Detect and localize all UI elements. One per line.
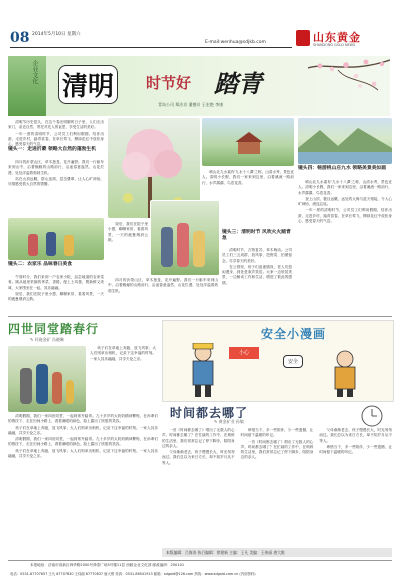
photo-person: [66, 380, 74, 404]
story2-paragraph: 清明假期，我们一家四世同堂，一起到郊外踏青。九十多岁的太奶奶精神矍铄，在孙辈们的搀扶下，走在田间小路上，看着满眼的绿色，脸上露出了欣慰的笑容。: [8, 414, 158, 424]
photo-mountain-lake: [298, 118, 392, 164]
photo-pavilion-base: [238, 142, 260, 154]
comic-figure-right: [323, 349, 367, 397]
logo-main: 山东黄金: [313, 31, 361, 44]
story3-paragraph: 父母渐渐老去，孩子慢慢长大，时光匆匆而过。我们总以为来日方长，却不知岁月从不等人。: [319, 428, 392, 443]
column3-paragraph: 崂山北九水素有'九水十八潭'之称，山清水秀，景色宜人。清明小长假，我们一家来到这里，沿着溪流一路前行，水声潺潺，鸟语花香。: [298, 180, 392, 195]
section2-paragraph: 饭后，我们在院子里小憩，聊聊家常，看看风景，一天的疲惫烟消云散。: [8, 291, 104, 302]
story2-paragraph: 孩子们在草地上奔跑，放飞风筝；大人们则拿出相机，记录下这幸福的时刻。一家人其乐融融，共享天伦之乐。: [8, 448, 158, 459]
story3-paragraph: 珍惜当下，多一些陪伴，少一些遗憾，让时间留下温暖的印记。: [240, 428, 314, 438]
photo-person: [20, 368, 32, 404]
photo-person: [36, 364, 48, 404]
section3-paragraph: 清明时节，万物复苏，草木萌动。公司员工们三五成群，放风筝、挖野菜、拍照留念，尽享春天的美好。: [222, 248, 292, 263]
photo-spring-outing: [8, 218, 104, 260]
photo-person: [28, 234, 38, 256]
banner: [8, 56, 390, 116]
section1-heading: 镜头一：走进沂蒙 领略大自然的蓬勃生机: [8, 147, 97, 152]
footer-address: 本报地址：济南市高新区舜华路2000号舜泰广场3号楼11层 西邮企业文化部 邮政编码：250101: [30, 563, 185, 567]
photo-person: [193, 231, 205, 267]
story2-side-text: [90, 346, 156, 412]
section1-text: [8, 160, 104, 218]
editors-text: 本版编辑：吕海涛 执行编辑：徐建新 主编：王凡 美编：王伟丽 唐大维: [166, 550, 285, 555]
story3-paragraph: 父母渐渐老去，孩子慢慢长大，时光匆匆而过。我们总以为来日方长，却不知岁月从不等人。: [162, 450, 235, 465]
story2-title: 四世同堂踏春行: [8, 322, 100, 336]
clock-decor: [360, 404, 384, 428]
logo-sub: SHANDONG GOLD NEWS: [313, 43, 356, 47]
section3-text: [222, 248, 292, 314]
banner-title-right: 踏青: [214, 69, 262, 98]
story3-text: [162, 428, 392, 546]
story2-text: [8, 414, 158, 564]
section3-paragraph: 在公园里，孩子们追逐嬉戏，老人们悠闲漫步，到处是欢声笑语。大家一边欣赏美景，一边畅谈工作和生活，增进了彼此的感情。: [222, 264, 292, 285]
column3-paragraph: 崂山北九水素有'九水十八潭'之称，山清水秀，景色宜人。清明小长假，我们一家来到这里，沿着溪流一路前行，水声潺潺，鸟语花香。: [202, 170, 294, 185]
section-divider: [8, 316, 392, 317]
story3-paragraph: 一首《时间都去哪了》唱出了无数人的心声。时间都去哪了？在忙碌的工作中，在琐碎的生活里，我们常常忘记了停下脚步，陪陪身边的亲人。: [162, 428, 235, 448]
story3-byline: [214, 419, 244, 425]
comic-sign-text: 小心: [238, 350, 249, 356]
date-line: 2014年5月10日 星期六: [32, 32, 81, 37]
pen-icon: ✎: [30, 337, 34, 342]
photo-person: [161, 227, 173, 267]
banner-left-panel: [8, 56, 46, 116]
page-number: 08: [10, 30, 30, 46]
footer-phone: 电话：0531-67707657 王凡 67707830 王伟丽 67770637 唐大维 传真：0531-86541913 邮箱：sdgold@126.com 热线：www.sdgold.com.cn (内部资料): [10, 572, 256, 576]
intro-paragraph: 清明节历史悠久，在这个春光明媚的日子里，人们走出家门，亲近自然，寄托对先人的哀思，享受生活的美好。: [8, 120, 104, 130]
gold-emblem-icon: [296, 30, 310, 46]
editors-bar: [162, 548, 392, 557]
column3-heading: 镜头四：畅游桃山庄九水 领略美景美如画: [298, 166, 387, 171]
photo-garden-pavilion: [202, 118, 294, 166]
photo-person: [64, 235, 74, 256]
center-lower-text: [108, 278, 218, 314]
photo-person: [46, 232, 56, 256]
story2-byline: [30, 337, 64, 343]
photo-family-outing: [150, 200, 220, 276]
story3-title: 时间都去哪了: [170, 406, 249, 420]
story2-paragraph: 清明假期，我们一家四世同堂，一起到郊外踏青。九十多岁的太奶奶精神矍铄，在孙辈们的搀扶下，走在田间小路上，看着满眼的绿色，脸上露出了欣慰的笑容。: [8, 437, 158, 447]
comic-figure-left: [183, 343, 223, 397]
column3-paragraph: 登上山顶，极目远眺，远处的大海与蓝天相接，令人心旷神怡，流连忘返。: [298, 196, 392, 207]
photo-person: [52, 372, 62, 404]
comic-title: 安全小漫画: [261, 327, 327, 341]
column3-text: [298, 180, 392, 314]
comic-panel: [162, 320, 394, 402]
photo-pavilion-roof: [232, 132, 266, 142]
story2-paragraph: 孩子们在草地上奔跑，放飞风筝；大人们则拿出相机，记录下这幸福的时刻。一家人其乐融融，共享天伦之乐。: [8, 425, 158, 435]
story3-paragraph: 珍惜当下，多一些陪伴，少一些遗憾，让时间留下温暖的印记。: [319, 444, 392, 455]
story2-byline-text: 玲珑金矿 冯晓琳: [34, 337, 64, 342]
column3-paragraph: 一年一度的清明时节，公司员工们利用假期，结伴出游，走进乡村，踏青赏春，在草长莺飞、柳绿花红中放松身心，感受春天的气息。: [298, 208, 392, 224]
comic-speech: [283, 355, 303, 368]
banner-title-mid: 时节好: [146, 74, 192, 92]
section2-paragraph: 午饭时分，我们来到一户农家小院，品尝地道的农家菜肴。刚从地里采摘的荠菜、香椿，配上土鸡蛋，既新鲜又美味，大家围坐在一起，其乐融融。: [8, 275, 104, 290]
header-logo: [296, 28, 392, 52]
section1-paragraph: 四月的沂蒙山区，草木葱茏，花开遍野。我们一行驱车来到山中，沿着蜿蜒的山路前行，沿途春意盎然，山花烂漫，处处洋溢着勃勃生机。: [8, 160, 104, 175]
story2-side-paragraph: 孩子们在草地上奔跑，放飞风筝；大人们则拿出相机，记录下这幸福的时刻。一家人其乐融融，共享天伦之乐。: [90, 346, 156, 361]
intro-paragraph: 一年一度的清明时节，公司员工们利用假期，结伴出游，走进乡村，踏青赏春，在草长莺飞、柳绿花红中放松身心，感受春天的气息。: [8, 131, 104, 146]
pen-icon: ✎: [214, 419, 218, 424]
banner-cherry-blossom: [308, 56, 390, 116]
section1-paragraph: 站在山顶远眺，群山连绵，层峦叠翠，让人心旷神怡，尽情感受着大自然的馈赠。: [8, 176, 104, 187]
banner-title-left: 清明: [58, 65, 118, 104]
section2-heading: 镜头二：农家乐 品味春日美食: [8, 262, 73, 267]
banner-byline: 青岛公司 郑沙京 潘德川 王宏艳 李康: [158, 102, 224, 107]
photo-person: [177, 223, 189, 267]
center-paragraph: 饭后，我们在院子里小憩，聊聊家常，看看风景，一天的疲惫烟消云散。: [108, 222, 148, 242]
banner-side-tag: 企业文化: [31, 60, 38, 84]
photo-four-generations: [8, 346, 86, 412]
story3-byline-text: 黄金矿业 孙敏: [218, 419, 244, 424]
story3-paragraph: 一首《时间都去哪了》唱出了无数人的心声。时间都去哪了？在忙碌的工作中，在琐碎的生活里，我们常常忘记了停下脚步，陪陪身边的亲人。: [240, 439, 314, 460]
section2-text: [8, 275, 104, 313]
center-lower-paragraph: 四月的沂蒙山区，草木葱茏，花开遍野。我们一行驱车来到山中，沿着蜿蜒的山路前行，沿途春意盎然，山花烂漫，处处洋溢着勃勃生机。: [108, 278, 218, 293]
comic-speech-text: 安全: [288, 359, 299, 365]
section3-heading: 镜头三：清明时节 风吹火火踏青急: [222, 230, 291, 241]
header-email: E-mail:wenhua@sdjkb.com: [205, 40, 266, 45]
footer-rule: [8, 560, 392, 561]
header-rule: [10, 47, 292, 48]
intro-text: [8, 120, 104, 146]
comic-sign: [229, 347, 259, 359]
